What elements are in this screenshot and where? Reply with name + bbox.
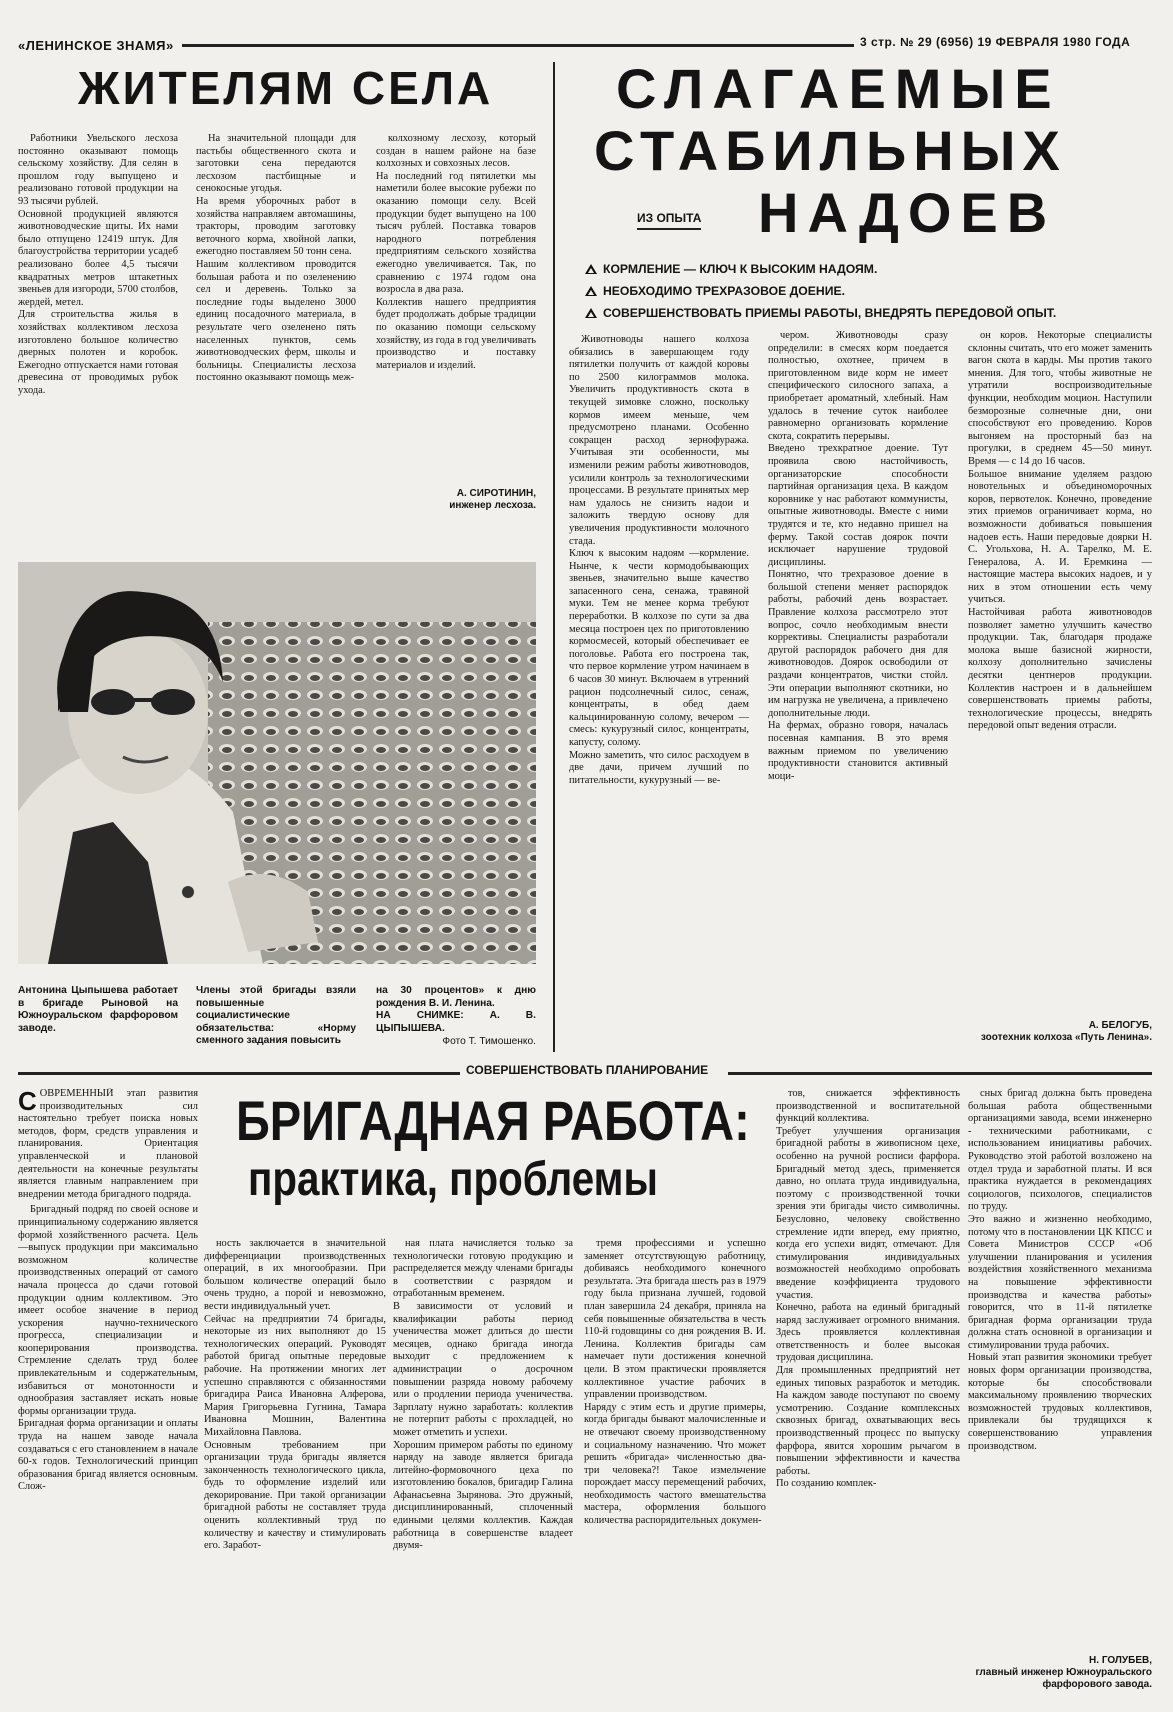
article3-column-6	[968, 1088, 1152, 1658]
article3-title-line1: БРИГАДНАЯ РАБОТА:	[236, 1089, 750, 1152]
article2-title-line1: СЛАГАЕМЫЕ	[616, 57, 1061, 120]
rubric-rule-right	[728, 1072, 1152, 1075]
paper-name: «ЛЕНИНСКОЕ ЗНАМЯ»	[18, 38, 174, 53]
rubric-rule-left	[18, 1072, 460, 1075]
article2-column-2	[768, 330, 948, 1052]
brigade-worker-photo	[18, 562, 536, 964]
article2-title-line3: НАДОЕВ	[758, 181, 1057, 244]
article2-rubric: ИЗ ОПЫТА	[637, 211, 701, 230]
article3-col4-text: тремя профессиями и успешно заменяет отсутствующую работницу, добиваясь необходимого конечного результата. Эта бригада шесть раз в 1979 году была признана лучшей, годовой план завершила 24 декабря, приняла на себя повышенные обязательства в честь 110-й годовщины со дня рождения В. И. Ленина. Коллектив бригады сам намечает пути достижения конечной цели. В этом практически проявляется коллективное участие рабочих в управлении производством. Наряду с этим есть и другие примеры, когда бригады бывают малочисленные и не отвечают своему производственному и социальному назначению. Что может решить «бригада» численностью два-три человека?! Такое измельчение порождает массу перемещений рабочих, необходимость частого вмешательства мастера, оформления большого количества распорядительных докумен-	[584, 1238, 766, 1527]
article3-signature: Н. ГОЛУБЕВ, главный инженер Южноуральского фарфорового завода.	[975, 1655, 1152, 1690]
article3-column-1	[18, 1088, 198, 1708]
article3-title-line2: практика, проблемы	[248, 1153, 658, 1206]
article2-bullet-1	[585, 262, 877, 276]
article2-bullet-1-text: КОРМЛЕНИЕ — КЛЮЧ К ВЫСОКИМ НАДОЯМ.	[603, 262, 878, 276]
article3-column-5	[776, 1088, 960, 1708]
issue-info: 3 стр. № 29 (6956) 19 ФЕВРАЛЯ 1980 ГОДА	[860, 35, 1131, 49]
article3-column-2	[204, 1238, 386, 1708]
article2-bullet-3-text: СОВЕРШЕНСТВОВАТЬ ПРИЕМЫ РАБОТЫ, ВНЕДРЯТЬ ПЕРЕДОВОЙ ОПЫТ.	[603, 306, 1057, 320]
photo-credit: Фото Т. Тимошенко.	[442, 1036, 536, 1047]
article1-column-1	[18, 133, 178, 518]
article3-rubric: СОВЕРШЕНСТВОВАТЬ ПЛАНИРОВАНИЕ	[466, 1063, 709, 1077]
article2-bullet-2-text: НЕОБХОДИМО ТРЕХРАЗОВОЕ ДОЕНИЕ.	[603, 284, 845, 298]
article3-dropcap: С	[18, 1088, 37, 1116]
article2-col2-text: чером. Животноводы сразу определили: в смесях корм поедается полностью, охотнее, причем в приготовленном виде корм не имеет специфического силосного запаха, а приобретает ароматный, хлебный. Нам удалось в течение суток наиболее равномерно организовать кормление скота, сократить перерывы. Введено трехкратное доение. Тут проявила свою настойчивость, организаторские способности партийная организация цеха. В каждом коровнике у нас работают коммунисты, опытные животноводы. Вместе с ними трудятся и те, кто недавно пришел на ферму. Такой состав доярок почти исключает нарушение трудовой дисциплины. Понятно, что трехразовое доение в большой степени меняет распорядок работы, рабочий день возрастает. Правление колхоза рассмотрело этот вопрос, сочло необходимым внести коррективы. Специалисты разработали другой распорядок рабочего дня для животноводов. Доярок освободили от раздачи концентратов, чистки стойл. Эти операции выполняют скотники, но им нагрузка не увеличена, а привлечено дополнительные люди. На фермах, образно говоря, началась посевная кампания. В это время важным приемом по увеличению продуктивности становится активный моци-	[768, 330, 948, 782]
column-divider	[553, 62, 555, 1052]
article3-col3-text: ная плата начисляется только за технологически готовую продукцию и распределяется между членами бригады в соответствии с разрядом и отработанным временем. В зависимости от условий и квалификации работы период ученичества может длиться до шести месяцев, однако бригада иногда выходит с предложением к администрации о досрочном повышении разряда новому рабочему или о продлении периода ученичества. Зарплату нужно заработать: коллектив не потерпит работы с прохладцей, но может отметить и успехи. Хорошим примером работы по единому наряду на заводе является бригада литейно-формовочного цеха по изготовлению бокалов, бригадир Галина Афанасьевна Зырянова. Это дружный, дисциплинированный, сплоченный едиными целями коллектив. Каждая работница в совершенстве владеет двумя-	[393, 1238, 573, 1552]
article2-col1-text: Животноводы нашего колхоза обязались в завершающем году пятилетки получить от каждой коровы по 2500 килограммов молока. Увеличить продуктивность скота в текущей зимовке сложно, поскольку кормов имеем меньше, чем предусмотрено планами. Особенно сокращен расход зернофуража. Учитывая эти особенности, мы изменили режим работы животноводов, усилили контроль за технологическими процессами. В результате принятых мер нам удалось не снизить надои и заложить твердую основу для увеличения продуктивности молочного стада. Ключ к высоким надоям —кормление. Нынче, к чести кормодобывающих звеньев, значительно выше качество запасенного сена, сенажа, травяной муки. Тем не менее корма требуют переработки. В колхозе по сути за два месяца построен цех по приготовлению кормосмесей, который обеспечивает ее поголовье. Работа его построена так, что первое кормление утром начинаем в 6 часов 30 минут. Включаем в утренний рацион подсолнечный силос, сенаж, концентраты, в обед даем кальцинированную солому, вечером — смесь: кукурузный силос, концентраты, капусту, солому. Можно заметить, что силос расходуем в две дачи, причем лучший по питательности, кукурузный — ве-	[569, 334, 749, 786]
article1-column-2	[196, 133, 356, 518]
article3-col1-text: Бригадный подряд по своей основе и принципиальному содержанию является формой хозяйственного расчета. Цель —выпуск продукции при максимально возможном количестве производственных операций от самого начала процесса до сдачи готовой продукции одним коллективом. Это имеет особое значение в период ускорения научно-технического прогресса, специализации и кооперирования производства. Стремление сделать труд более привлекательным и содержательным, избавиться от монотонности и однообразия заставляет искать новые формы организации труда. Бригадная форма организации и оплаты труда на нашем заводе начала создаваться с его становлением в начале 60-х годов. Технологический принцип образования бригад является основным. Слож-	[18, 1204, 198, 1493]
article2-column-3	[968, 330, 1152, 1020]
article1-column-3	[376, 133, 536, 483]
article3-col2-text: ность заключается в значительной дифференциации производственных операций, в их многообразии. При большом количестве операций было очень трудно, а порой и невозможно, вести индивидуальный учет. Сейчас на предприятии 74 бригады, некоторые из них выполняют до 15 технологических операций. Руководят работой бригад опытные передовые рабочие. На протяжении многих лет успешно справляются с обязанностями бригадира Раиса Ивановна Алферова, Мария Григорьевна Гугнина, Тамара Ивановна Мошнин, Валентина Михайловна Павлова. Основным требованием при организации труда бригады является законченность технологического цикла, будь то оформление изделий или декорирование. При такой организации бригадной работы не составляет труда оценить коллективный труд по количеству и качеству и стимулировать его. Заработ-	[204, 1238, 386, 1552]
article3-column-4	[584, 1238, 766, 1708]
article3-col5-text: тов, снижается эффективность производственной и воспитательной функций коллектива. Требует улучшения организация бригадной работы в живописном цехе, особенно на ручной росписи фарфора. Бригадный метод здесь, применяется давно, но оплата труда индивидуальна, поэтому с производственной точки зрения эти бригады чисто символичны. Безусловно, человеку свойственно стремление идти вперед, ему приятно, когда его успехи видят, отмечают. Для стимулирования индивидуальных возможностей необходимо опробовать введение коэффициента трудового участия. Конечно, работа на единый бригадный наряд заслуживает огромного внимания. Здесь проявляется коллективная ответственность и более высокая трудовая дисциплина. Для промышленных предприятий нет единых типовых разработок и методик. На каждом заводе поступают по своему усмотрению. Создание комплексных сквозных бригад, охватывающих весь производственный процесс по выпуску фарфора, явится хорошим рычагом в повышении эффективности и качества работы. По созданию комплек-	[776, 1088, 960, 1490]
photo-illustration	[18, 562, 536, 964]
article1-title: ЖИТЕЛЯМ СЕЛА	[78, 62, 494, 114]
article2-column-1	[569, 334, 749, 1052]
article1-signature: А. СИРОТИНИН, инженер лесхоза.	[449, 488, 536, 511]
triangle-bullet-icon	[585, 264, 597, 274]
article3-col6-text: сных бригад должна быть проведена большая работа общественными организациями завода, всеми инженерно - техническими работниками, с использованием инициативы рабочих. Руководство этой работой возложено на отдел труда и заработной платы. И вся практика нуждается в рекомендациях социологов, психологов, специалистов по труду. Это важно и жизненно необходимо, потому что в постановлении ЦК КПСС и Совета Министров СССР «Об улучшении планирования и усиления воздействия хозяйственного механизма на повышение эффективности производства и качества работы» говорится, что в 11-й пятилетке бригадная форма организации труда должна стать основной в организации и стимулировании труда рабочих. Новый этап развития экономики требует новых форм организации производства, которые бы способствовали максимальному проявлению творческих возможностей трудовых коллективов, привлекали бы трудящихся к совершенствованию управления производством.	[968, 1088, 1152, 1452]
article1-col1-text: Работники Увельского лесхоза постоянно оказывают помощь сельскому хозяйству. Для селян в прошлом году выпущено и реализовано готовой продукции на 93 тысячи рублей. Основной продукцией являются животноводческие щиты. Их нами было отпущено 12419 штук. Для благоустройства территории усадеб реализовано более 4,5 тысячи квадратных метров штакетных звеньев для изгороди, 5700 столбов, жердей, метел. Для строительства жилья в хозяйствах коллективом лесхоза изготовлено большое количество дверных полотен и коробок. Ежегодно отпускается нами готовая древесина от проводимых рубок ухода.	[18, 133, 178, 396]
photo-caption-1: Антонина Цыпышева работает в бригаде Рыновой на Южноуральском фарфоровом заводе.	[18, 985, 178, 1034]
header-rule-left	[182, 44, 854, 47]
article1-col2-text: На значительной площади для пастьбы общественного скота и заготовки сена передаются лесхозом пастбищные и сенокосные угодья. На время уборочных работ в хозяйства направляем автомашины, тракторы, проводим заготовку веточного корма, хвойной лапки, ежегодно поставляем 50 тонн сена. Нашим коллективом проводится большая работа и по озеленению сел и деревень. Только за последние годы выделено 3000 единиц посадочного материала, в результате чего озеленено пять населенных пунктов, семь животноводческих ферм, школы и больницы. Специалисты лесхоза постоянно оказывают помощь меж-	[196, 133, 356, 384]
article3-column-3	[393, 1238, 573, 1708]
article2-bullet-2	[585, 284, 845, 298]
article2-signature: А. БЕЛОГУБ, зоотехник колхоза «Путь Ленина».	[980, 1020, 1152, 1043]
triangle-bullet-icon	[585, 308, 597, 318]
photo-caption-3: на 30 процентов» к дню рождения В. И. Ленина. НА СНИМКЕ: А. В. ЦЫПЫШЕВА.	[376, 985, 536, 1034]
article3-intro-paragraph	[18, 1088, 198, 1201]
photo-caption-2: Члены этой бригады взяли повышенные социалистические обязательства: «Норму сменного задания повысить	[196, 985, 356, 1047]
article1-col3-text: колхозному лесхозу, который создан в нашем районе на базе колхозных и совхозных лесов. На последний год пятилетки мы наметили более высокие рубежи по оказанию помощи селу. Всей продукции будет выпущено на 100 тысяч рублей. Поставка товаров народного потребления предприятиям сельского хозяйства ежегодно увеличивается. Так, по сравнению с 1974 годом она возросла в два раза. Коллектив нашего предприятия будет продолжать добрые традиции по оказанию помощи сельскому хозяйству, из года в год увеличивать производство и поставку материалов и изделий.	[376, 133, 536, 371]
article2-col3-text: он коров. Некоторые специалисты склонны считать, что его может заменить вагон скота в карды. Мы против такого мнения. Для того, чтобы животные не утратили воспроизводительные функции, необходим моцион. Наступили безморозные солнечные дни, они способствуют его проведению. Коров выгоняем на просторный баз на прогулки, в среднем 45—50 минут. Время — с 14 до 16 часов. Большое внимание уделяем раздою новотельных и объединоморочных коров, первотелок. Конечно, проведение этих приемов ограничивает корма, но возможности добиваться повышения надоев есть. Наши передовые доярки Н. С. Угольхова, Н. А. Тарелко, М. Е. Генералова, А. И. Еремкина — настоящие мастера высоких надоев, и у них в этом отношении есть чему учиться. Настойчивая работа животноводов позволяет заметно улучшить качество продукции. Так, благодаря продаже молока выше базисной жирности, колхозу дополнительно зачислены десятки центнеров продукции. Коллектив настроен и в дальнейшем совершенствовать приемы работы, технологические процессы, внедрять передовой опыт ведения отрасли.	[968, 330, 1152, 732]
article2-bullet-3	[585, 306, 1056, 320]
triangle-bullet-icon	[585, 286, 597, 296]
article3-intro-text: ОВРЕМЕННЫЙ этап развития производительных сил настоятельно требует поиска новых методов, форм, средств управления и планирования. Ориентация управленческой и плановой деятельности на конечные результаты является главным направлением при внедрении метода бригадного подряда.	[18, 1088, 198, 1200]
article2-title-line2: СТАБИЛЬНЫХ	[594, 119, 1067, 182]
